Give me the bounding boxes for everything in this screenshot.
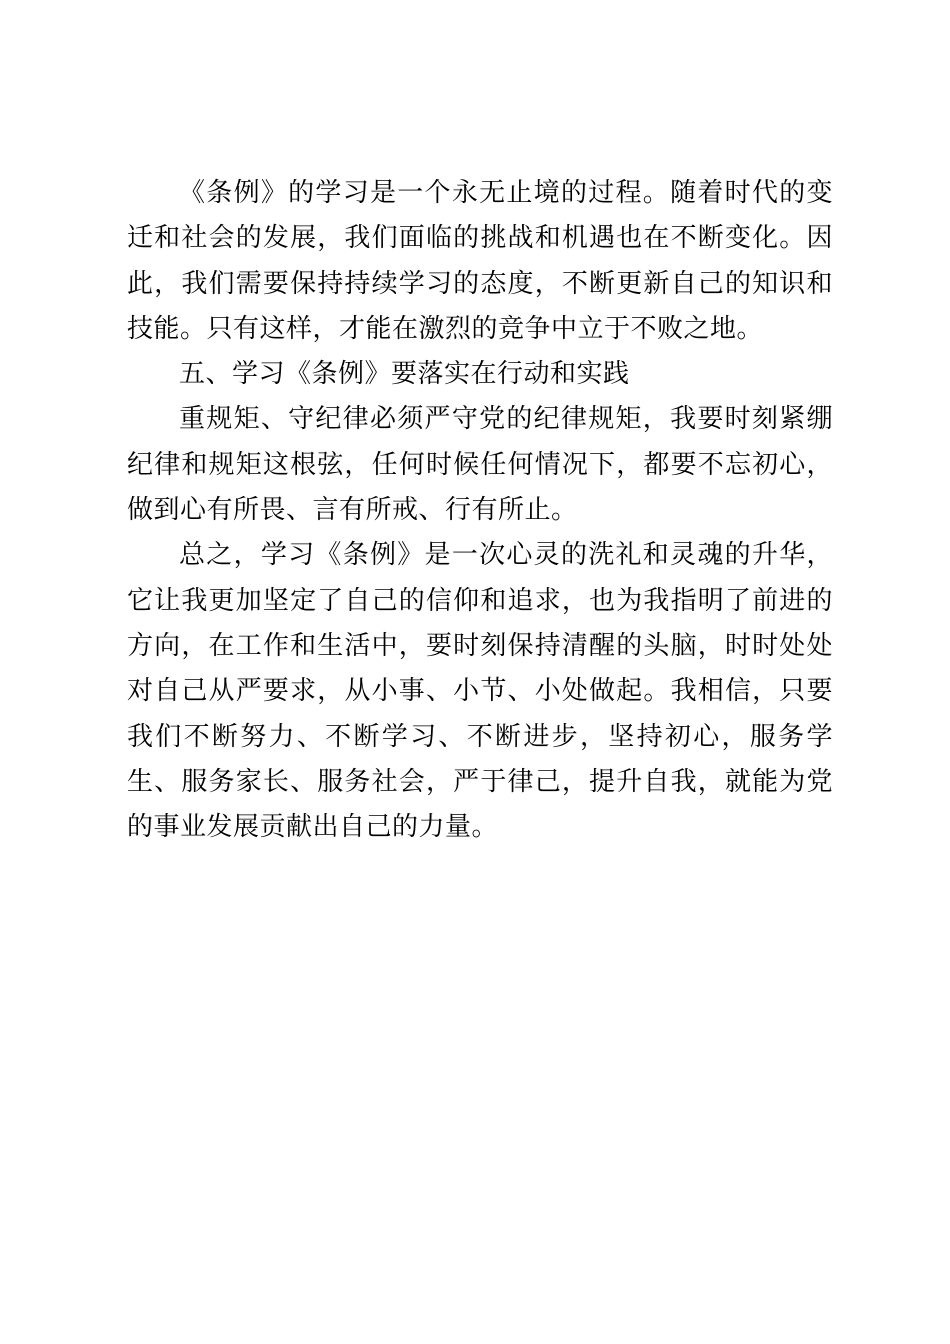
section-heading-five: 五、学习《条例》要落实在行动和实践 [179,359,630,390]
paragraph-discipline: 重规矩、守纪律必须严守党的纪律规矩，我要时刻紧绷纪律和规矩这根弦，任何时候任何情况下，都要不忘初心，做到心有所畏、言有所戒、行有所止。 [127,404,833,526]
document-body [127,171,833,850]
paragraph-lifelong-learning: 《条例》的学习是一个永无止境的过程。随着时代的变迁和社会的发展，我们面临的挑战和机遇也在不断变化。因此，我们需要保持持续学习的态度，不断更新自己的知识和技能。只有这样，才能在激烈的竞争中立于不败之地。 [127,178,833,344]
paragraph-conclusion: 总之，学习《条例》是一次心灵的洗礼和灵魂的升华，它让我更加坚定了自己的信仰和追求，也为我指明了前进的方向，在工作和生活中，要时刻保持清醒的头脑，时时处处对自己从严要求，从小事、小节、小处做起。我相信，只要我们不断努力、不断学习、不断进步，坚持初心，服务学生、服务家长、服务社会，严于律己，提升自我，就能为党的事业发展贡献出自己的力量。 [127,540,833,843]
